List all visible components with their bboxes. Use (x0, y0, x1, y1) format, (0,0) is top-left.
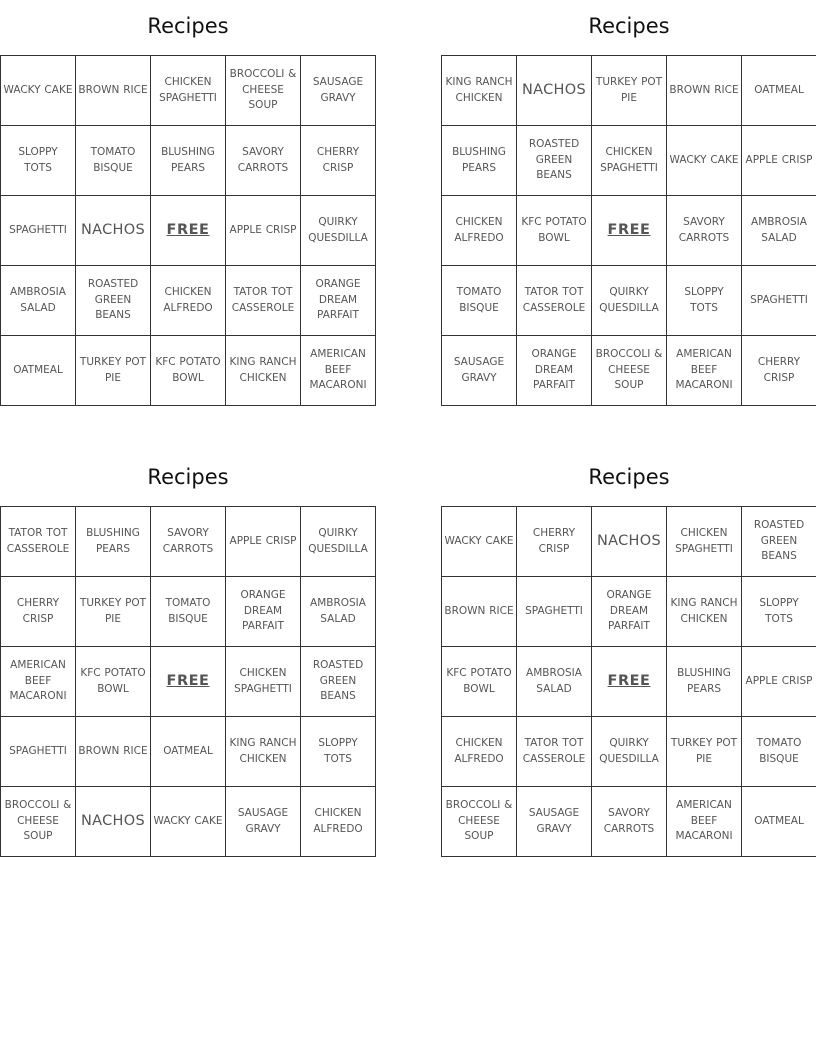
bingo-cell: TURKEY POT PIE (667, 717, 742, 787)
bingo-card-2 (441, 0, 816, 406)
bingo-cell: KFC POTATO BOWL (442, 647, 517, 717)
bingo-cell: CHICKEN SPAGHETTI (592, 126, 667, 196)
free-space: FREE (151, 196, 226, 266)
bingo-cell: TOMATO BISQUE (742, 717, 816, 787)
bingo-cell: CHICKEN ALFREDO (151, 266, 226, 336)
bingo-cell: ROASTED GREEN BEANS (517, 126, 592, 196)
bingo-cell: QUIRKY QUESDILLA (592, 266, 667, 336)
bingo-cell: ROASTED GREEN BEANS (76, 266, 151, 336)
bingo-cell: BLUSHING PEARS (151, 126, 226, 196)
bingo-cell: AMBROSIA SALAD (1, 266, 76, 336)
bingo-cell: AMBROSIA SALAD (301, 577, 376, 647)
bingo-cell: ORANGE DREAM PARFAIT (301, 266, 376, 336)
bingo-cell: AMERICAN BEEF MACARONI (301, 336, 376, 406)
bingo-cell: APPLE CRISP (226, 196, 301, 266)
bingo-cell: CHICKEN ALFREDO (442, 196, 517, 266)
bingo-cell: SAVORY CARROTS (667, 196, 742, 266)
bingo-cell: SLOPPY TOTS (742, 577, 816, 647)
bingo-cell: SPAGHETTI (742, 266, 816, 336)
bingo-cell: AMERICAN BEEF MACARONI (1, 647, 76, 717)
bingo-cell: CHERRY CRISP (1, 577, 76, 647)
free-space: FREE (592, 647, 667, 717)
bingo-cell: BROWN RICE (76, 717, 151, 787)
bingo-cell: BROCCOLI & CHEESE SOUP (442, 787, 517, 857)
bingo-cell: KFC POTATO BOWL (151, 336, 226, 406)
card-title: Recipes (588, 465, 670, 489)
bingo-cell: BROWN RICE (76, 56, 151, 126)
bingo-cell: AMERICAN BEEF MACARONI (667, 336, 742, 406)
card-title: Recipes (147, 465, 229, 489)
bingo-cell: BROWN RICE (442, 577, 517, 647)
bingo-cell: WACKY CAKE (1, 56, 76, 126)
bingo-cell: SLOPPY TOTS (667, 266, 742, 336)
bingo-cell: AMBROSIA SALAD (742, 196, 816, 266)
bingo-cell: SLOPPY TOTS (301, 717, 376, 787)
bingo-cell: TATOR TOT CASSEROLE (226, 266, 301, 336)
bingo-cell: SAUSAGE GRAVY (301, 56, 376, 126)
bingo-cell: BROCCOLI & CHEESE SOUP (592, 336, 667, 406)
bingo-cell: SAVORY CARROTS (592, 787, 667, 857)
bingo-grid (441, 55, 816, 406)
bingo-cell: CHICKEN SPAGHETTI (151, 56, 226, 126)
bingo-cell: OATMEAL (1, 336, 76, 406)
bingo-cell: TURKEY POT PIE (76, 577, 151, 647)
bingo-cell: WACKY CAKE (151, 787, 226, 857)
bingo-cell: WACKY CAKE (442, 507, 517, 577)
bingo-cell: SAVORY CARROTS (226, 126, 301, 196)
bingo-cell: APPLE CRISP (742, 647, 816, 717)
bingo-cell: WACKY CAKE (667, 126, 742, 196)
bingo-cell: KING RANCH CHICKEN (226, 717, 301, 787)
free-space: FREE (151, 647, 226, 717)
bingo-cell: SPAGHETTI (517, 577, 592, 647)
bingo-cell: CHERRY CRISP (742, 336, 816, 406)
bingo-grid (0, 55, 376, 406)
bingo-cell: CHICKEN SPAGHETTI (226, 647, 301, 717)
bingo-cell: NACHOS (517, 56, 592, 126)
bingo-cell: TURKEY POT PIE (76, 336, 151, 406)
card-title: Recipes (588, 14, 670, 38)
bingo-cell: KFC POTATO BOWL (517, 196, 592, 266)
bingo-cell: BROCCOLI & CHEESE SOUP (1, 787, 76, 857)
bingo-cell: SPAGHETTI (1, 196, 76, 266)
bingo-cell: APPLE CRISP (742, 126, 816, 196)
bingo-cell: OATMEAL (742, 787, 816, 857)
bingo-cell: TOMATO BISQUE (442, 266, 517, 336)
bingo-cell: BLUSHING PEARS (76, 507, 151, 577)
bingo-cell: TATOR TOT CASSEROLE (1, 507, 76, 577)
bingo-cell: KING RANCH CHICKEN (226, 336, 301, 406)
bingo-grid (0, 506, 376, 857)
bingo-cell: CHICKEN ALFREDO (442, 717, 517, 787)
bingo-cell: KING RANCH CHICKEN (667, 577, 742, 647)
bingo-cell: BROWN RICE (667, 56, 742, 126)
bingo-cell: SAUSAGE GRAVY (226, 787, 301, 857)
bingo-cell: TURKEY POT PIE (592, 56, 667, 126)
bingo-cell: SPAGHETTI (1, 717, 76, 787)
bingo-cell: BROCCOLI & CHEESE SOUP (226, 56, 301, 126)
bingo-cell: TATOR TOT CASSEROLE (517, 717, 592, 787)
bingo-cell: ORANGE DREAM PARFAIT (592, 577, 667, 647)
bingo-cell: CHERRY CRISP (301, 126, 376, 196)
bingo-cell: SAUSAGE GRAVY (517, 787, 592, 857)
bingo-cell: APPLE CRISP (226, 507, 301, 577)
bingo-cell: CHERRY CRISP (517, 507, 592, 577)
bingo-cell: AMBROSIA SALAD (517, 647, 592, 717)
bingo-cell: SAUSAGE GRAVY (442, 336, 517, 406)
bingo-card-4 (441, 451, 816, 857)
bingo-cell: AMERICAN BEEF MACARONI (667, 787, 742, 857)
bingo-cell: SAVORY CARROTS (151, 507, 226, 577)
bingo-cell: BLUSHING PEARS (667, 647, 742, 717)
bingo-card-1 (0, 0, 376, 406)
bingo-cell: ORANGE DREAM PARFAIT (226, 577, 301, 647)
bingo-cell: QUIRKY QUESDILLA (592, 717, 667, 787)
bingo-cell: TATOR TOT CASSEROLE (517, 266, 592, 336)
card-title: Recipes (147, 14, 229, 38)
bingo-cell: QUIRKY QUESDILLA (301, 196, 376, 266)
bingo-cell: NACHOS (76, 787, 151, 857)
bingo-cell: CHICKEN ALFREDO (301, 787, 376, 857)
bingo-card-3 (0, 451, 376, 857)
bingo-cell: NACHOS (76, 196, 151, 266)
bingo-grid (441, 506, 816, 857)
bingo-cell: TOMATO BISQUE (76, 126, 151, 196)
bingo-cell: KING RANCH CHICKEN (442, 56, 517, 126)
bingo-cell: SLOPPY TOTS (1, 126, 76, 196)
bingo-cell: TOMATO BISQUE (151, 577, 226, 647)
bingo-cell: QUIRKY QUESDILLA (301, 507, 376, 577)
bingo-cell: NACHOS (592, 507, 667, 577)
bingo-cell: ROASTED GREEN BEANS (742, 507, 816, 577)
bingo-cell: KFC POTATO BOWL (76, 647, 151, 717)
bingo-cell: OATMEAL (151, 717, 226, 787)
bingo-cell: CHICKEN SPAGHETTI (667, 507, 742, 577)
bingo-cell: BLUSHING PEARS (442, 126, 517, 196)
bingo-cell: ORANGE DREAM PARFAIT (517, 336, 592, 406)
bingo-cell: OATMEAL (742, 56, 816, 126)
free-space: FREE (592, 196, 667, 266)
bingo-cell: ROASTED GREEN BEANS (301, 647, 376, 717)
